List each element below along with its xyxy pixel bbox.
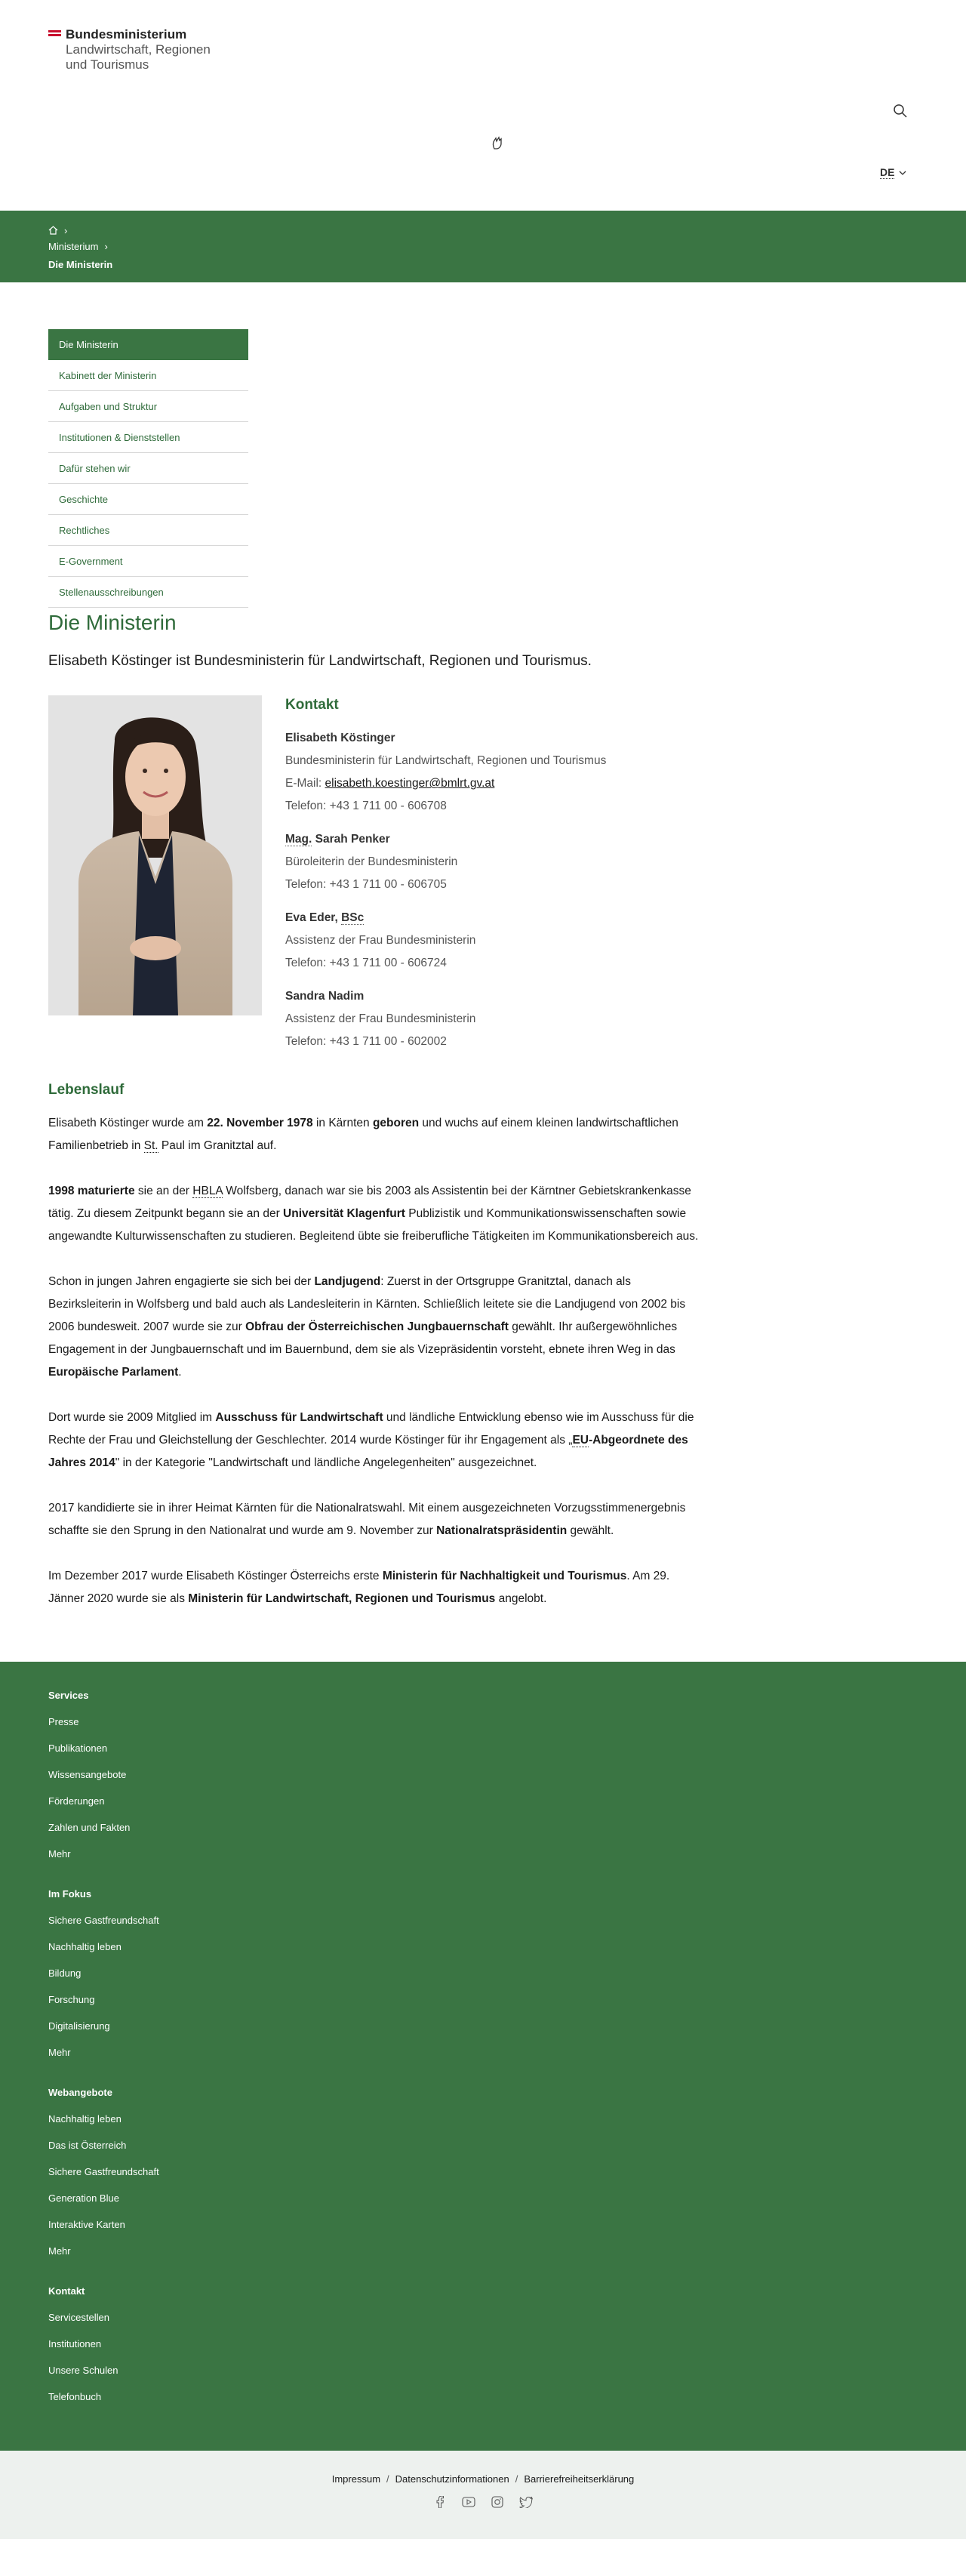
legal-links	[0, 2473, 966, 2485]
contact-title: Kontakt	[285, 697, 339, 713]
contact-name-text: Eva Eder,	[285, 911, 342, 924]
breadcrumb-chevron-icon: ›	[64, 224, 68, 236]
cv-paragraph: Im Dezember 2017 wurde Elisabeth Köstinger Österreichs erste Ministerin für Nachhaltigkeit und Tourismus. Am 29. Jänner 2020 wurde sie als Ministerin für Landwirtschaft, Regionen und Tourismus angelobt.	[48, 1570, 670, 1605]
footer-section-kontakt	[48, 2278, 918, 2410]
contact-phone: Telefon: +43 1 711 00 - 606705	[285, 878, 447, 891]
social-links	[0, 2495, 966, 2509]
search-icon	[893, 103, 908, 119]
main-content	[0, 329, 966, 1610]
sign-language-button[interactable]	[489, 134, 506, 152]
footer-link[interactable]: Interaktive Karten	[48, 2219, 125, 2230]
footer-link[interactable]: Wissensangebote	[48, 1769, 127, 1780]
cv-paragraph: Dort wurde sie 2009 Mitglied im Ausschuss für Landwirtschaft und ländliche Entwicklung ebenso wie im Ausschuss für die Rechte der Frau und Gleichstellung der Geschlechter. 2014 wurde Köstinger für ihr Engagement als „EU-Abgeordnete des Jahres 2014" in der Kategorie "Landwirtschaft und ländliche Angelegenheiten" ausgezeichnet.	[48, 1411, 694, 1469]
footer-section-title: Im Fokus	[48, 1888, 92, 1900]
contact-section	[285, 695, 606, 1064]
breadcrumb-home[interactable]	[48, 223, 918, 238]
contact-name: Sandra Nadim	[285, 990, 365, 1003]
subnav-item-kabinett[interactable]: Kabinett der Ministerin	[48, 360, 248, 391]
site-header	[0, 0, 966, 211]
subnav-item-egovernment[interactable]: E-Government	[48, 546, 248, 577]
footer-link[interactable]: Telefonbuch	[48, 2391, 102, 2402]
language-switch[interactable]	[880, 166, 906, 179]
footer-link[interactable]: Forschung	[48, 1994, 95, 2005]
footer-link[interactable]: Zahlen und Fakten	[48, 1822, 131, 1833]
footer-link[interactable]: Das ist Österreich	[48, 2140, 127, 2151]
breadcrumb-current: Die Ministerin	[48, 259, 113, 270]
cv-paragraph: Schon in jungen Jahren engagierte sie sich bei der Landjugend: Zuerst in der Ortsgruppe Granitztal, danach als Bezirksleiterin in Wolfsberg und bald auch als Landesleiterin in Kärnten. Schließlich leitete sie die Landjugend von 2002 bis 2006 bundesweit. 2007 wurde sie zur Obfrau der Österreichischen Jungbauernschaft gewählt. Ihr außergewöhnliches Engagement in der Jungbauernschaft und im Bauernbund, dem sie als Vizepräsidentin vorsteht, ebnete ihren Weg in das Europäische Parlament.	[48, 1275, 686, 1379]
footer-link[interactable]: Förderungen	[48, 1795, 105, 1807]
subnav-item-rechtliches[interactable]: Rechtliches	[48, 515, 248, 546]
title-abbreviation: BSc	[341, 911, 365, 924]
chevron-down-icon	[899, 171, 906, 175]
footer-section-im-fokus	[48, 1881, 918, 2066]
cv-title: Lebenslauf	[48, 1082, 125, 1098]
breadcrumb-item-ministerium[interactable]: Ministerium	[48, 241, 99, 252]
search-button[interactable]	[891, 101, 910, 121]
subnav-item-geschichte[interactable]: Geschichte	[48, 484, 248, 515]
logo-line2: Landwirtschaft, Regionen	[66, 42, 211, 57]
contact-name	[285, 828, 606, 851]
footer-link[interactable]: Bildung	[48, 1967, 82, 1979]
cv-paragraph: Elisabeth Köstinger wurde am 22. November 1978 in Kärnten geboren und wuchs auf einem kleinen landwirtschaftlichen Familienbetrieb in St. Paul im Granitztal auf.	[48, 1117, 678, 1152]
contact-name: Elisabeth Köstinger	[285, 732, 395, 744]
footer-link[interactable]: Nachhaltig leben	[48, 2113, 122, 2125]
austria-flag-icon	[48, 30, 61, 36]
cv-paragraph: 1998 maturierte sie an der HBLA Wolfsberg, danach war sie bis 2003 als Assistentin bei der Kärntner Gebietskrankenkasse tätig. Zu diesem Zeitpunkt begann sie an der Universität Klagenfurt Publizistik und Kommunikationswissenschaften sowie angewandte Kulturwissenschaften zu studieren. Begleitend übte sie freiberufliche Tätigkeiten im Kommunikationsbereich aus.	[48, 1185, 699, 1243]
datenschutz-link[interactable]: Datenschutzinformationen	[395, 2473, 509, 2485]
footer-section-title: Services	[48, 1690, 89, 1701]
profile-section	[48, 695, 918, 1064]
ministry-logo[interactable]	[48, 27, 211, 72]
section-subnav	[48, 329, 248, 608]
home-icon	[48, 226, 58, 235]
contact-person	[285, 985, 606, 1053]
logo-line1: Bundesministerium	[66, 27, 187, 42]
footer-link[interactable]: Institutionen	[48, 2338, 102, 2350]
twitter-icon[interactable]	[519, 2495, 533, 2509]
cv-section	[48, 1079, 918, 1610]
legal-bar	[0, 2451, 966, 2539]
logo-line3: und Tourismus	[66, 57, 149, 72]
contact-name-text: Sarah Penker	[312, 833, 390, 846]
footer-link[interactable]: Servicestellen	[48, 2312, 109, 2323]
contact-name	[285, 907, 606, 929]
footer-section-title: Webangebote	[48, 2087, 112, 2098]
barrierefreiheit-link[interactable]: Barrierefreiheitserklärung	[524, 2473, 635, 2485]
lead-text: Elisabeth Köstinger ist Bundesministerin für Landwirtschaft, Regionen und Tourismus.	[48, 653, 592, 669]
cv-paragraph: 2017 kandidierte sie in ihrer Heimat Kärnten für die Nationalratswahl. Mit einem ausgezeichneten Vorzugsstimmenergebnis schaffte sie den Sprung in den Nationalrat und wurde am 9. November zur Nationalratspräsidentin gewählt.	[48, 1502, 686, 1537]
subnav-item-stellen[interactable]: Stellenausschreibungen	[48, 577, 248, 608]
contact-email-link[interactable]: elisabeth.koestinger@bmlrt.gv.at	[325, 777, 495, 790]
contact-phone: Telefon: +43 1 711 00 - 602002	[285, 1035, 447, 1048]
contact-role: Büroleiterin der Bundesministerin	[285, 855, 458, 868]
contact-email-label: E-Mail:	[285, 777, 325, 790]
footer-link[interactable]: Unsere Schulen	[48, 2365, 118, 2376]
logo-text	[66, 27, 211, 72]
facebook-icon[interactable]	[433, 2495, 447, 2509]
footer-section-services	[48, 1682, 918, 1867]
contact-role: Assistenz der Frau Bundesministerin	[285, 1012, 476, 1025]
contact-role: Assistenz der Frau Bundesministerin	[285, 934, 476, 947]
breadcrumb-chevron-icon: ›	[104, 241, 108, 252]
minister-portrait	[48, 695, 262, 1015]
footer-link[interactable]: Generation Blue	[48, 2192, 119, 2204]
subnav-item-dafuer[interactable]: Dafür stehen wir	[48, 453, 248, 484]
subnav-item-die-ministerin[interactable]: Die Ministerin	[48, 329, 248, 360]
footer-section-webangebote	[48, 2079, 918, 2264]
title-abbreviation: Mag.	[285, 833, 312, 846]
youtube-icon[interactable]	[462, 2495, 475, 2509]
sign-language-icon	[491, 136, 503, 149]
subnav-item-aufgaben[interactable]: Aufgaben und Struktur	[48, 391, 248, 422]
footer-link-more[interactable]: Mehr	[48, 2245, 71, 2257]
contact-person	[285, 828, 606, 896]
page-title: Die Ministerin	[48, 611, 177, 634]
subnav-item-institutionen[interactable]: Institutionen & Dienststellen	[48, 422, 248, 453]
instagram-icon[interactable]	[491, 2495, 504, 2509]
contact-person	[285, 907, 606, 975]
breadcrumb	[0, 211, 966, 282]
contact-phone: Telefon: +43 1 711 00 - 606724	[285, 957, 447, 969]
contact-person	[285, 727, 606, 818]
site-footer	[0, 1662, 966, 2451]
footer-link[interactable]: Digitalisierung	[48, 2020, 110, 2032]
link-separator: /	[386, 2473, 389, 2485]
footer-link-more[interactable]: Mehr	[48, 1848, 71, 1860]
contact-role: Bundesministerin für Landwirtschaft, Regionen und Tourismus	[285, 754, 607, 767]
footer-link-more[interactable]: Mehr	[48, 2047, 71, 2058]
footer-section-title: Kontakt	[48, 2285, 85, 2297]
language-label: DE	[880, 166, 895, 178]
contact-email-row	[285, 772, 606, 795]
impressum-link[interactable]: Impressum	[331, 2473, 381, 2485]
footer-link[interactable]: Nachhaltig leben	[48, 1941, 122, 1952]
footer-link[interactable]: Sichere Gastfreundschaft	[48, 2166, 159, 2177]
footer-link[interactable]: Presse	[48, 1716, 79, 1727]
link-separator: /	[515, 2473, 518, 2485]
footer-link[interactable]: Publikationen	[48, 1742, 108, 1754]
contact-phone: Telefon: +43 1 711 00 - 606708	[285, 800, 447, 812]
footer-link[interactable]: Sichere Gastfreundschaft	[48, 1915, 159, 1926]
